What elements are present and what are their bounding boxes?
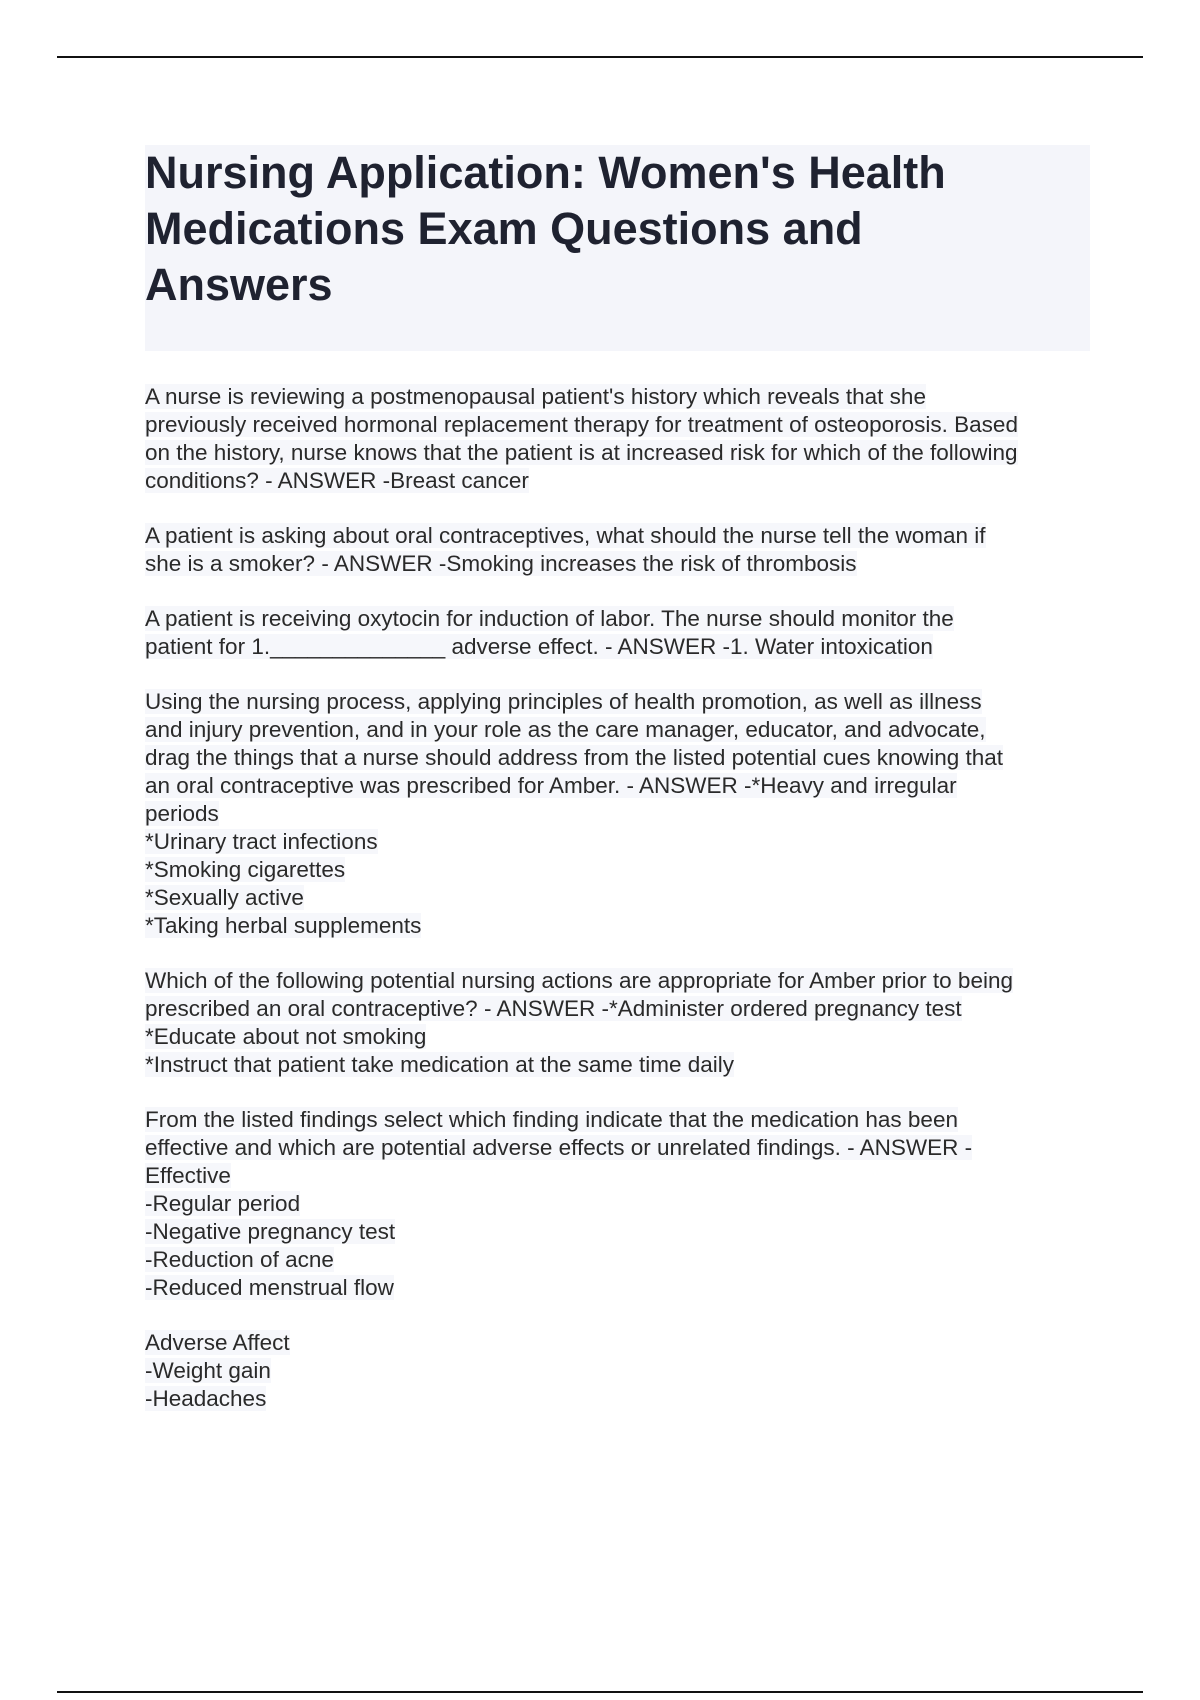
qa-line: patient for 1.______________ adverse effect. - ANSWER -1. Water intoxication: [145, 634, 933, 659]
qa-item: [145, 1329, 1090, 1413]
qa-line: previously received hormonal replacement therapy for treatment of osteoporosis. Based: [145, 412, 1018, 437]
header-rule: [57, 56, 1143, 58]
qa-line: periods: [145, 801, 219, 826]
qa-line: *Urinary tract infections: [145, 829, 378, 854]
qa-line: *Taking herbal supplements: [145, 913, 422, 938]
footer-rule: [57, 1691, 1143, 1693]
document-body: [145, 145, 1090, 1440]
qa-item: [145, 522, 1090, 578]
qa-line: A patient is receiving oxytocin for induction of labor. The nurse should monitor the: [145, 606, 954, 631]
qa-line: effective and which are potential adverse effects or unrelated findings. - ANSWER -: [145, 1135, 973, 1160]
qa-line: Effective: [145, 1163, 231, 1188]
qa-line: A nurse is reviewing a postmenopausal patient's history which reveals that she: [145, 384, 926, 409]
qa-line: *Educate about not smoking: [145, 1024, 427, 1049]
qa-item: [145, 1106, 1090, 1302]
qa-line: drag the things that a nurse should address from the listed potential cues knowing that: [145, 745, 1004, 770]
qa-line: *Sexually active: [145, 885, 304, 910]
qa-line: -Reduction of acne: [145, 1247, 334, 1272]
qa-line: -Regular period: [145, 1191, 301, 1216]
qa-line: Adverse Affect: [145, 1330, 290, 1355]
qa-item: [145, 383, 1090, 495]
qa-line: From the listed findings select which finding indicate that the medication has been: [145, 1107, 958, 1132]
title-block: [145, 145, 1090, 351]
qa-line: and injury prevention, and in your role as the care manager, educator, and advocate,: [145, 717, 986, 742]
qa-line: on the history, nurse knows that the patient is at increased risk for which of the following: [145, 440, 1018, 465]
qa-line: prescribed an oral contraceptive? - ANSWER -*Administer ordered pregnancy test: [145, 996, 962, 1021]
qa-line: conditions? - ANSWER -Breast cancer: [145, 468, 529, 493]
qa-line: -Reduced menstrual flow: [145, 1275, 394, 1300]
qa-line: *Smoking cigarettes: [145, 857, 346, 882]
qa-list: [145, 383, 1090, 1413]
qa-line: -Weight gain: [145, 1358, 271, 1383]
qa-line: -Headaches: [145, 1386, 267, 1411]
qa-item: [145, 967, 1090, 1079]
qa-line: she is a smoker? - ANSWER -Smoking increases the risk of thrombosis: [145, 551, 857, 576]
qa-line: A patient is asking about oral contraceptives, what should the nurse tell the woman if: [145, 523, 986, 548]
qa-line: -Negative pregnancy test: [145, 1219, 396, 1244]
qa-line: Using the nursing process, applying principles of health promotion, as well as illness: [145, 689, 982, 714]
qa-line: an oral contraceptive was prescribed for Amber. - ANSWER -*Heavy and irregular: [145, 773, 957, 798]
qa-item: [145, 688, 1090, 940]
qa-line: Which of the following potential nursing actions are appropriate for Amber prior to being: [145, 968, 1013, 993]
document-title: Nursing Application: Women's Health Medications Exam Questions and Answers: [145, 147, 946, 310]
qa-line: *Instruct that patient take medication at the same time daily: [145, 1052, 735, 1077]
qa-item: [145, 605, 1090, 661]
